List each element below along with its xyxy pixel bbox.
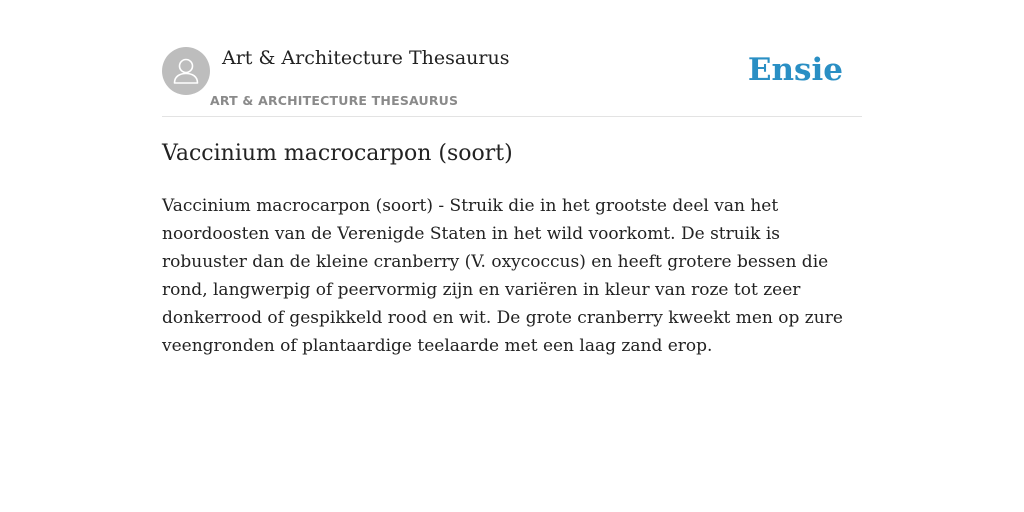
avatar[interactable] bbox=[162, 47, 210, 95]
source-tag[interactable]: ART & ARCHITECTURE THESAURUS bbox=[210, 93, 459, 108]
user-placeholder-icon bbox=[162, 47, 210, 95]
source-header bbox=[162, 0, 862, 117]
source-name[interactable]: Art & Architecture Thesaurus bbox=[222, 47, 510, 69]
page-title: Vaccinium macrocarpon (soort) bbox=[162, 141, 513, 166]
brand-logo[interactable]: Ensie bbox=[747, 52, 843, 88]
definition-text: Vaccinium macrocarpon (soort) - Struik die in het grootste deel van het noordoosten van de Verenigde Staten in het wild voorkomt. De struik is robuuster dan de kleine cranberry (V. oxycoccus) en heeft grotere bessen die rond, langwerpig of peervormig zijn en variëren in kleur van roze tot zeer donkerrood of gespikkeld rood en wit. De grote cranberry kweekt men op zure veengronden of plantaardige teelaarde met een laag zand erop. bbox=[162, 196, 843, 356]
